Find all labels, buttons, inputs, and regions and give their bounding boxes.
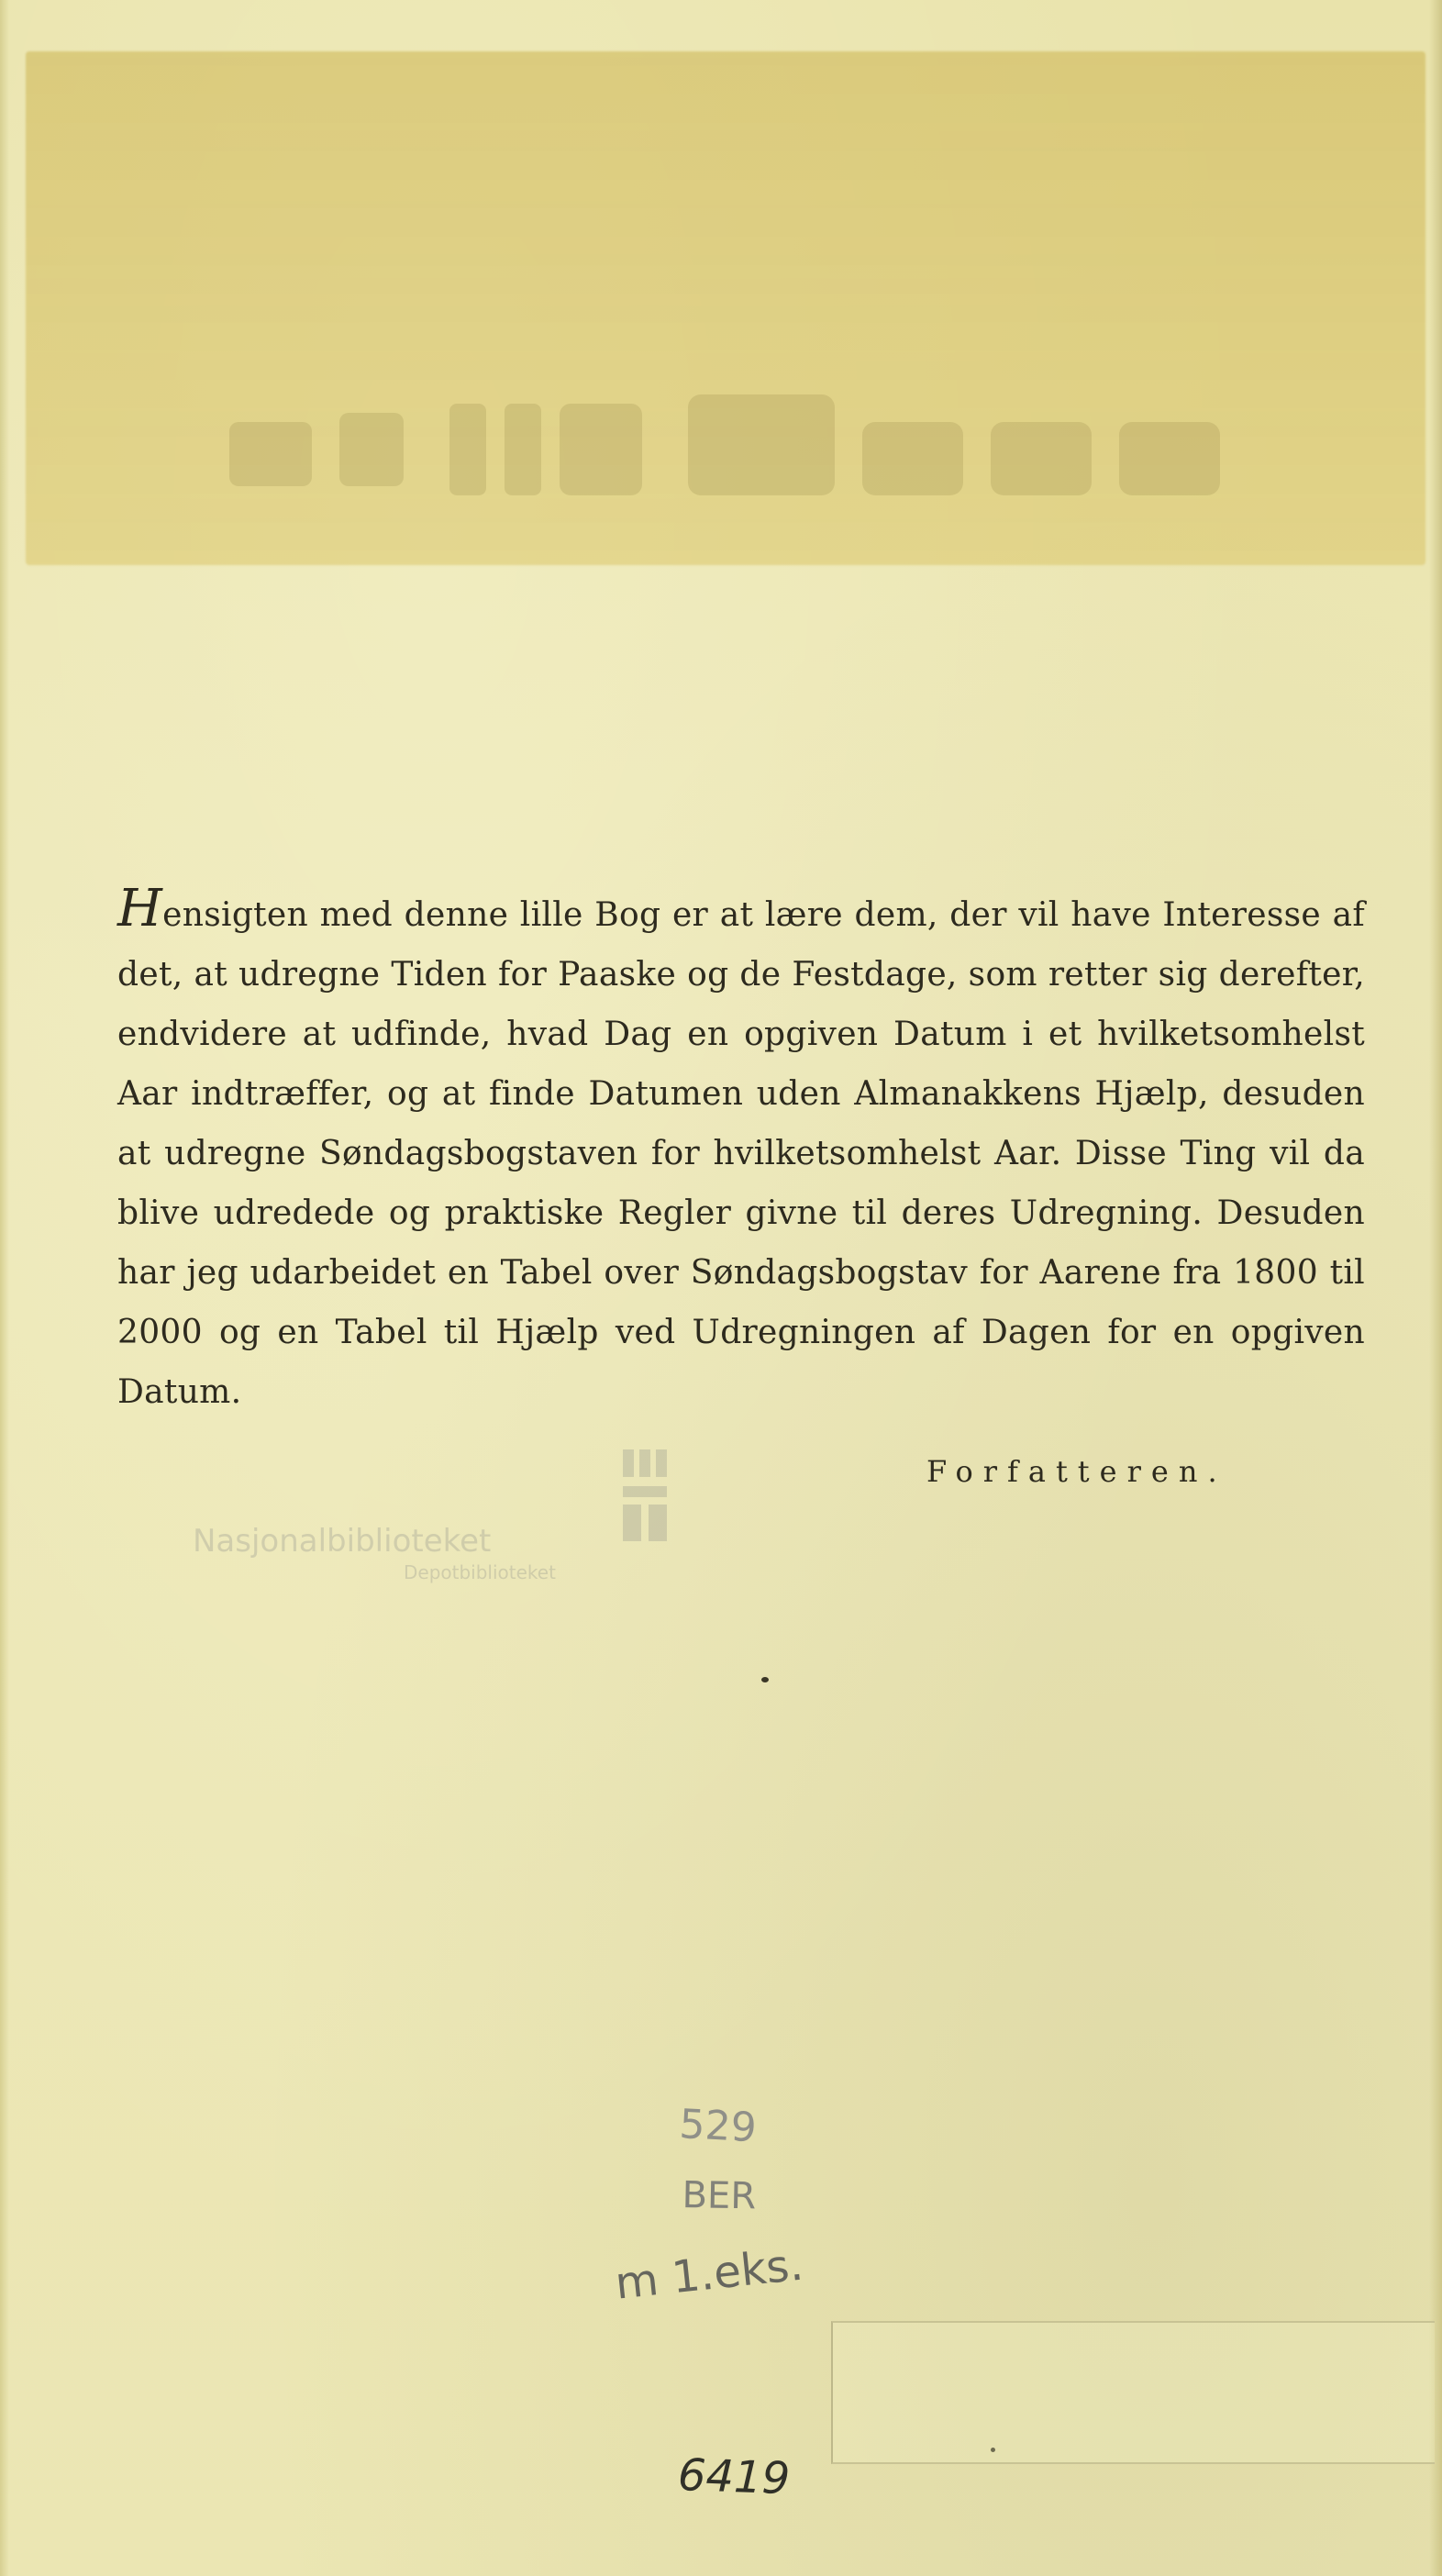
label-outline — [831, 2321, 1435, 2464]
show-through-title — [229, 385, 1330, 514]
pencil-code: BER — [682, 2174, 757, 2218]
preface-text: Hensigten med denne lille Bog er at lære dem, der vil have Interesse af det, at udregne Tiden for Paaske og de Festdage, som retter sig derefter, endvidere at udfinde, hvad Dag en opgiven Datum i et hvilketsomhelst Aar indtræffer, og at finde Datumen uden Almanakkens Hjælp, desuden at udregne Søndagsbogstaven for hvilketsomhelst Aar. Disse Ting vil da blive udredede og praktiske Regler givne til deres Udregning. Desuden har jeg udarbeidet en Tabel over Søndagsbogstav for Aarene fra 1800 til 2000 og en Tabel til Hjælp ved Udregningen af Dagen for en opgiven Datum. — [117, 879, 1365, 1411]
library-logo-icon — [619, 1449, 674, 1550]
label-dot — [991, 2448, 995, 2452]
pencil-number: 529 — [678, 2101, 758, 2152]
library-watermark — [193, 1449, 706, 1583]
preface — [117, 879, 1365, 1422]
library-subname: Depotbiblioteket — [404, 1561, 556, 1583]
pencil-copies: m 1.eks. — [613, 2238, 806, 2310]
ink-dot — [761, 1677, 769, 1682]
accession-number: 6419 — [677, 2449, 792, 2505]
library-name: Nasjonalbiblioteket — [193, 1523, 492, 1560]
paper-edge-left — [0, 0, 9, 2576]
author-signature: Forfatteren. — [926, 1454, 1227, 1489]
paper-edge-right — [1429, 0, 1442, 2576]
